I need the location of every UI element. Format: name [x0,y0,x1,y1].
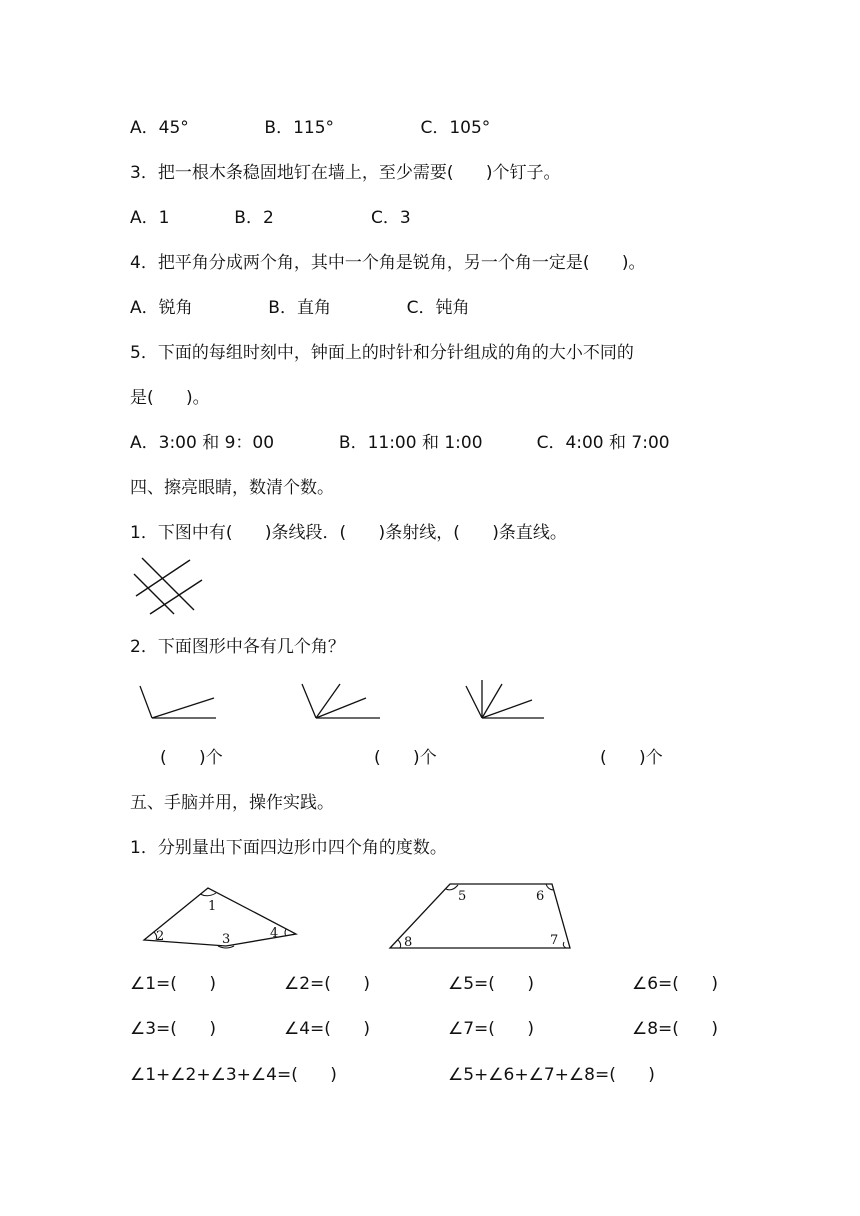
quad1-label-4: 4 [270,926,279,941]
angle-figure-b [296,678,386,722]
angle-figure-c [462,676,552,722]
q3-stem: 3．把一根木条稳固地钉在墙上，至少需要( )个钉子。 [130,163,561,183]
quadrilateral-1-figure [140,882,302,954]
q5-options: A．3:00 和 9：00 B．11:00 和 1:00 C．4:00 和 7:00 [130,433,670,453]
angle-count-blank-b: ( )个 [374,748,437,768]
section-5-title: 五、手脑并用，操作实践。 [130,793,334,813]
q4-options: A．锐角 B．直角 C．钝角 [130,298,470,318]
q5-stem-line2: 是( )。 [130,388,210,408]
quad1-label-3: 3 [222,932,231,947]
s4-question-2: 2．下面图形中各有几个角？ [130,637,345,657]
angle-figure-a [132,680,222,722]
angle-5-answer: ∠5=( ) [448,974,534,994]
quad2-label-8: 8 [404,935,413,950]
crossing-lines-figure [128,552,208,618]
angle-2-answer: ∠2=( ) [284,974,370,994]
s4-question-1: 1．下图中有( )条线段．( )条射线，( )条直线。 [130,523,567,543]
angle-count-blank-a: ( )个 [160,748,223,768]
q5-stem-line1: 5．下面的每组时刻中，钟面上的时针和分针组成的角的大小不同的 [130,343,634,363]
quad2-label-7: 7 [550,933,559,948]
quad1-label-1: 1 [208,899,217,914]
q2-options: A．45° B．115° C．105° [130,118,491,138]
segment-3 [136,560,190,596]
s5-question-1: 1．分别量出下面四边形巾四个角的度数。 [130,838,447,858]
angle-count-blank-c: ( )个 [600,748,663,768]
angle-3-answer: ∠3=( ) [130,1019,216,1039]
quad2-label-5: 5 [458,889,467,904]
angle-8-answer: ∠8=( ) [632,1019,718,1039]
section-4-title: 四、擦亮眼睛，数清个数。 [130,478,334,498]
angle-1-answer: ∠1=( ) [130,974,216,994]
quadrilateral-2-figure [386,878,574,952]
angle-6-answer: ∠6=( ) [632,974,718,994]
q3-options: A．1 B．2 C．3 [130,208,411,228]
q4-stem: 4．把平角分成两个角，其中一个角是锐角，另一个角一定是( )。 [130,253,646,273]
sum-angles-5-8: ∠5+∠6+∠7+∠8=( ) [448,1065,655,1085]
angle-4-answer: ∠4=( ) [284,1019,370,1039]
sum-angles-1-4: ∠1+∠2+∠3+∠4=( ) [130,1065,337,1085]
quad2-label-6: 6 [536,889,545,904]
angle-7-answer: ∠7=( ) [448,1019,534,1039]
quad1-label-2: 2 [156,929,165,944]
